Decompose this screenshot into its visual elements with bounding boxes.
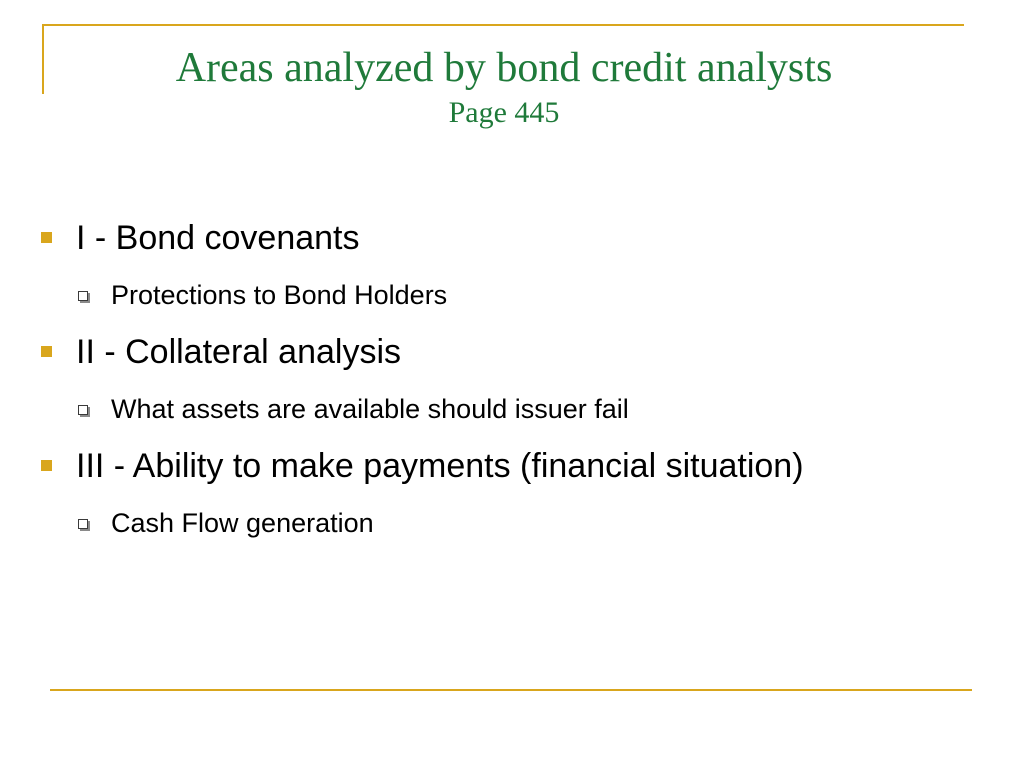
- filled-square-icon: [41, 346, 52, 357]
- slide-subtitle: Page 445: [448, 96, 560, 129]
- hollow-square-icon: [78, 405, 88, 415]
- list-item-text: Cash Flow generation: [111, 508, 374, 538]
- list-item-text: Protections to Bond Holders: [111, 280, 448, 310]
- list-item-text: What assets are available should issuer fail: [111, 394, 629, 424]
- hollow-square-icon: [78, 519, 88, 529]
- filled-square-icon: [41, 232, 52, 243]
- slide-title: Areas analyzed by bond credit analysts: [175, 45, 833, 91]
- list-item-text: I - Bond covenants: [76, 219, 360, 257]
- list-item-text: II - Collateral analysis: [76, 333, 402, 371]
- hollow-square-icon: [78, 291, 88, 301]
- list-item-text: III - Ability to make payments (financial situation): [76, 447, 804, 485]
- filled-square-icon: [41, 460, 52, 471]
